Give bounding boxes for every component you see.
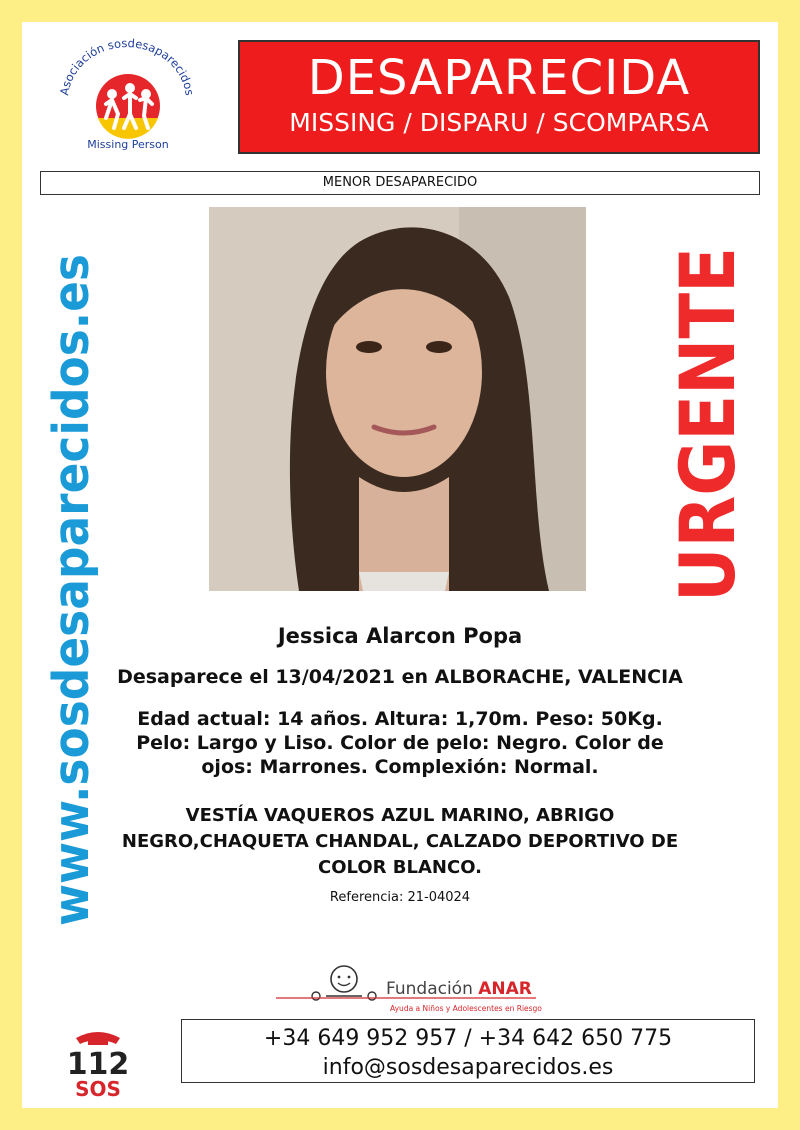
urgent-vertical — [663, 200, 752, 610]
anar-prefix: Fundación — [386, 979, 473, 999]
banner-title: DESAPARECIDA — [307, 50, 691, 106]
category-label: MENOR DESAPARECIDO — [40, 171, 760, 195]
contact-box — [181, 1019, 755, 1083]
details-line-1: Edad actual: 14 años. Altura: 1,70m. Peso: 50Kg. — [137, 708, 663, 730]
anar-logo — [270, 964, 540, 1016]
contact-phones[interactable]: +34 649 952 957 / +34 642 650 775 — [263, 1026, 673, 1051]
urgent-text: URGENTE — [663, 200, 752, 602]
org-subtitle: Missing Person — [87, 138, 169, 151]
clothing-line-2: NEGRO,CHAQUETA CHANDAL, CALZADO DEPORTIVO DE — [121, 831, 679, 852]
physical-description — [0, 707, 800, 779]
clothing-line-1: VESTÍA VAQUEROS AZUL MARINO, ABRIGO — [185, 805, 615, 826]
website-text: www.sosdesaparecidos.es — [43, 201, 100, 926]
details-line-3: ojos: Marrones. Complexión: Normal. — [201, 756, 599, 778]
svg-text:Fundación ANAR — [386, 979, 532, 999]
clothing-line-3: COLOR BLANCO. — [318, 857, 482, 878]
emergency-label: SOS — [75, 1077, 121, 1101]
missing-banner — [238, 40, 760, 154]
person-name: Jessica Alarcon Popa — [277, 624, 523, 648]
banner-languages: MISSING / DISPARU / SCOMPARSA — [289, 108, 709, 137]
clothing-description — [0, 803, 800, 881]
disappearance-info: Desaparece el 13/04/2021 en ALBORACHE, VALENCIA — [117, 666, 683, 688]
details-line-2: Pelo: Largo y Liso. Color de pelo: Negro. Color de — [136, 732, 664, 754]
contact-email[interactable]: info@sosdesaparecidos.es — [322, 1055, 614, 1080]
anar-name: ANAR — [478, 979, 532, 999]
emergency-112-logo — [58, 1028, 138, 1100]
anar-tagline: Ayuda a Niños y Adolescentes en Riesgo — [390, 1004, 542, 1013]
reference-number: Referencia: 21-04024 — [329, 890, 471, 905]
org-arc-text: Asociación sosdesaparecidos — [57, 38, 197, 97]
emergency-number: 112 — [66, 1047, 130, 1082]
missing-person-photo — [209, 207, 586, 591]
org-logo — [40, 38, 210, 158]
